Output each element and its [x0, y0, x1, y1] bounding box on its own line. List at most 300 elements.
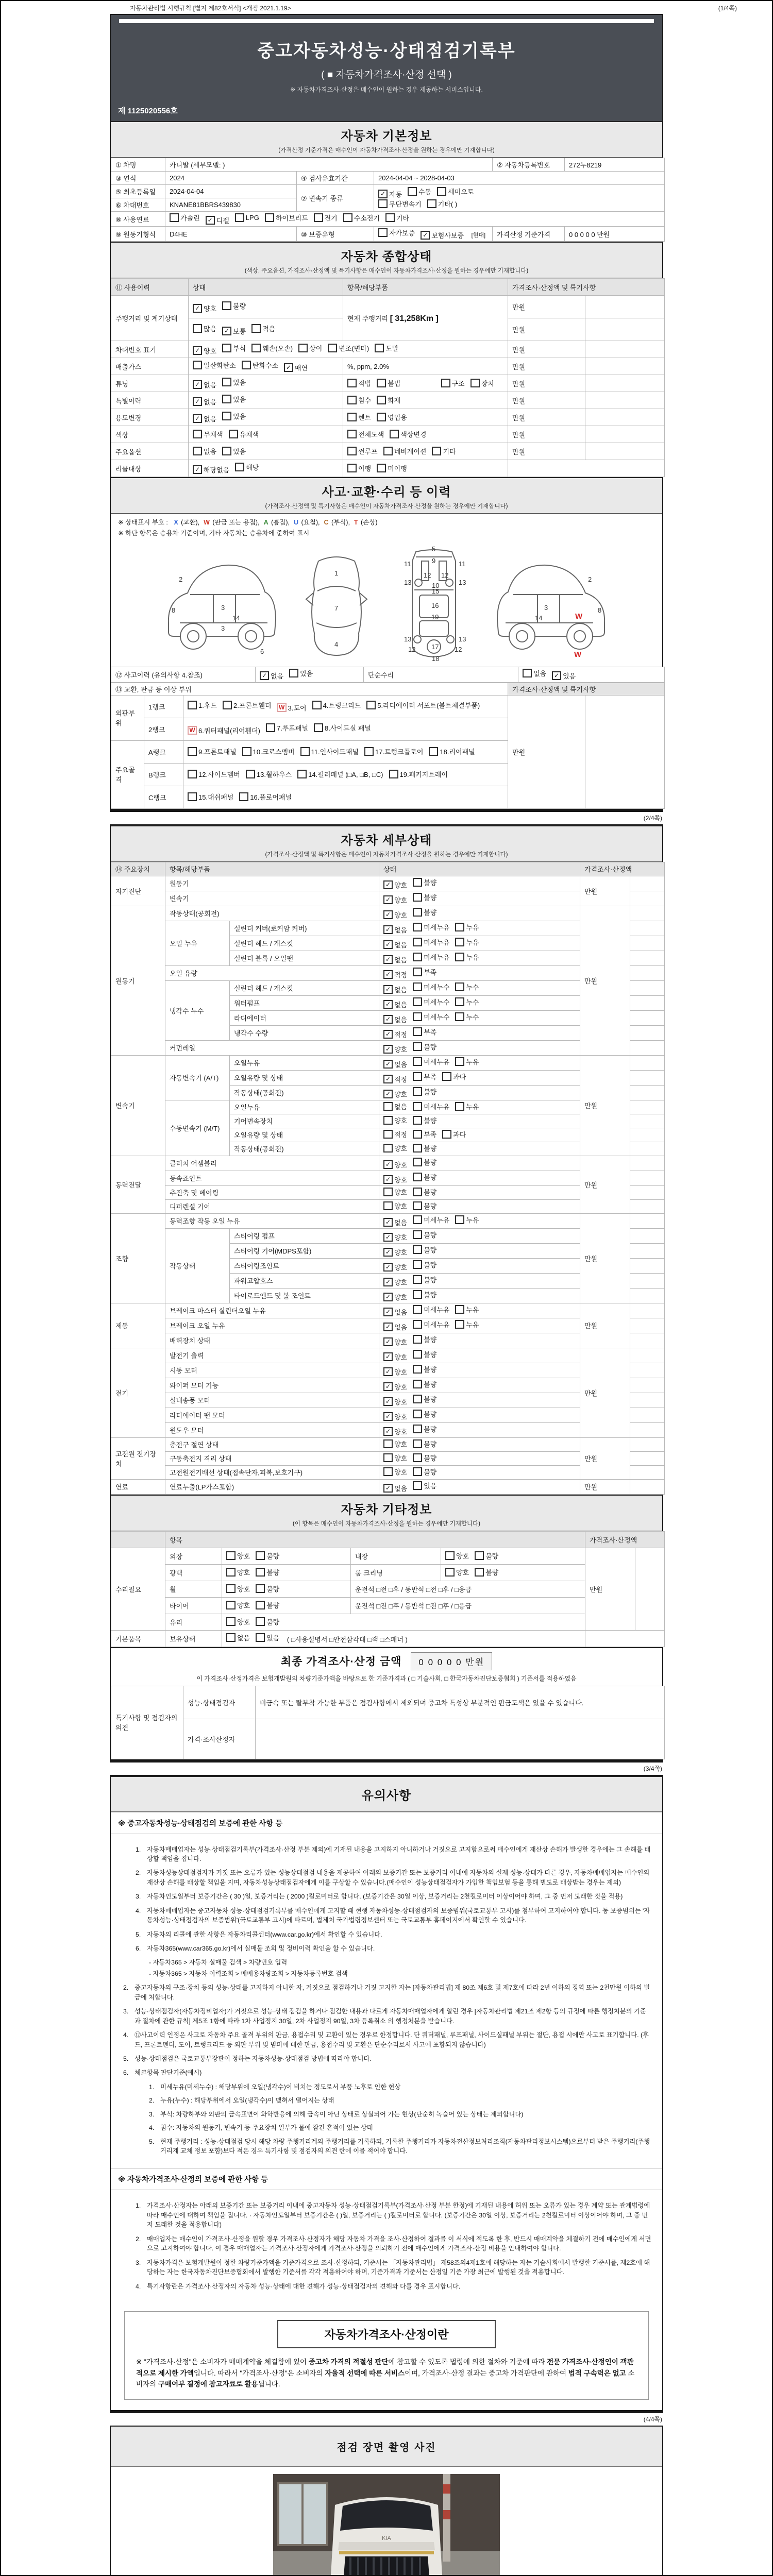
rank-2-items[interactable] [183, 718, 508, 740]
status-checks[interactable] [379, 876, 580, 891]
checkbox-unchecked[interactable] [289, 669, 298, 677]
checkbox-unchecked[interactable] [226, 1601, 236, 1609]
checkbox-unchecked[interactable] [413, 1275, 422, 1284]
svg-text:16: 16 [431, 601, 439, 609]
notice-subitem-text: 침수: 자동차의 원동기, 변속기 등 주요장치 일부가 물에 잠긴 흔적이 있는 상태 [160, 2124, 373, 2132]
exterior-checks[interactable] [222, 1548, 351, 1564]
checkbox-checked[interactable]: ✓ [383, 1000, 393, 1009]
fuel-options[interactable] [165, 212, 665, 227]
checkbox-unchecked[interactable] [383, 1144, 393, 1153]
checkbox-label: 불량 [485, 1552, 499, 1560]
status-checks[interactable] [379, 1171, 580, 1185]
checkbox-checked[interactable]: ✓ [552, 671, 561, 680]
checkbox-checked[interactable]: ✓ [378, 190, 388, 198]
notice-item [136, 2201, 652, 2229]
status-checks[interactable] [379, 1479, 580, 1494]
status-checks[interactable] [379, 980, 580, 995]
color-status[interactable] [189, 426, 343, 443]
checkbox-unchecked[interactable] [413, 1102, 422, 1111]
checkbox-checked[interactable]: ✓ [383, 1367, 393, 1376]
checkbox-unchecked[interactable] [347, 464, 357, 472]
status-checks[interactable] [379, 1258, 580, 1273]
checkbox-unchecked[interactable] [413, 1439, 422, 1448]
status-checks[interactable] [379, 1025, 580, 1040]
checkbox-unchecked[interactable] [445, 1568, 455, 1577]
notice-body-2 [111, 2190, 662, 2304]
checkbox-unchecked[interactable] [413, 1158, 422, 1166]
checkbox-unchecked[interactable] [235, 213, 244, 222]
checkbox-unchecked[interactable] [193, 430, 202, 438]
checkbox-unchecked[interactable] [256, 1551, 265, 1560]
checkbox-unchecked[interactable] [432, 447, 441, 455]
status-checks[interactable] [379, 1055, 580, 1070]
checkbox-unchecked[interactable] [413, 1230, 422, 1239]
room-cleaning-checks[interactable] [441, 1564, 585, 1581]
svg-text:12: 12 [408, 645, 416, 653]
checkbox-unchecked[interactable] [475, 1568, 484, 1577]
checkbox-checked[interactable]: ✓ [383, 1412, 393, 1421]
checkbox-unchecked[interactable] [300, 747, 310, 756]
mileage-status-2[interactable] [189, 318, 343, 341]
usage-change-status[interactable] [189, 409, 343, 426]
checkbox-checked[interactable]: ✓ [383, 1484, 393, 1493]
checkbox-unchecked[interactable] [427, 199, 436, 208]
page-mark-2: (2/4쪽) [643, 814, 662, 822]
svg-text:13: 13 [459, 635, 466, 643]
hold-state-checks[interactable] [226, 1636, 285, 1643]
checkbox-unchecked[interactable] [413, 878, 422, 887]
checkbox-unchecked[interactable] [413, 1467, 422, 1476]
special-history-items[interactable] [343, 392, 508, 409]
checkbox-unchecked[interactable] [413, 1144, 422, 1153]
checkbox-checked[interactable]: ✓ [383, 1075, 393, 1083]
checkbox-unchecked[interactable] [347, 396, 357, 404]
checkbox-checked[interactable]: ✓ [222, 327, 231, 335]
checkbox-unchecked[interactable] [383, 1439, 393, 1448]
transmission-options-line1[interactable] [378, 187, 660, 199]
checkbox-unchecked[interactable] [413, 1173, 422, 1181]
checkbox-unchecked[interactable] [523, 669, 532, 677]
checkbox-unchecked[interactable] [226, 1633, 236, 1642]
checkbox-checked[interactable]: ✓ [193, 304, 202, 313]
checkbox-unchecked[interactable] [413, 1201, 422, 1210]
inspector-remarks: 비금속 또는 탈부착 가능한 부품은 점검사항에서 제외되며 중고차 특성상 부분적인 판금도색은 있을 수 있습니다. [256, 1686, 665, 1719]
status-checks[interactable] [379, 951, 580, 965]
rank-1-items[interactable] [183, 695, 508, 718]
status-checks[interactable] [379, 1100, 580, 1114]
checkbox-item [442, 1129, 466, 1139]
checkbox-checked[interactable]: ✓ [193, 346, 202, 355]
checkbox-unchecked[interactable] [256, 1601, 265, 1609]
status-checks[interactable] [379, 1451, 580, 1465]
checkbox-unchecked[interactable] [413, 1260, 422, 1269]
checkbox-unchecked[interactable] [455, 953, 464, 961]
checkbox-checked[interactable]: ✓ [383, 1248, 393, 1257]
checkbox-unchecked[interactable] [413, 968, 422, 976]
checkbox-unchecked[interactable] [413, 1335, 422, 1344]
checkbox-unchecked[interactable] [385, 213, 395, 222]
tuning-status[interactable] [189, 375, 343, 392]
checkbox-unchecked[interactable] [413, 908, 422, 917]
status-checks[interactable] [379, 1070, 580, 1085]
checkbox-unchecked[interactable] [347, 413, 357, 421]
checkbox-unchecked[interactable] [193, 324, 202, 333]
checkbox-item [413, 1115, 436, 1125]
repair-mark-checkbox[interactable]: W [188, 726, 197, 735]
checkbox-checked[interactable]: ✓ [383, 1015, 393, 1024]
interior-checks[interactable] [441, 1548, 585, 1564]
checkbox-unchecked[interactable] [413, 893, 422, 902]
checkbox-unchecked[interactable] [413, 1305, 422, 1314]
rank-b-items[interactable] [183, 763, 508, 786]
checkbox-unchecked[interactable] [223, 701, 232, 709]
checkbox-unchecked[interactable] [256, 1584, 265, 1593]
checkbox-checked[interactable]: ✓ [383, 1427, 393, 1436]
checkbox-unchecked[interactable] [347, 447, 357, 455]
status-checks[interactable] [379, 1199, 580, 1213]
checkbox-unchecked[interactable] [413, 1410, 422, 1418]
status-checks[interactable] [379, 1378, 580, 1393]
checkbox-unchecked[interactable] [429, 747, 438, 756]
rank-a-items[interactable] [183, 740, 508, 763]
emission-status[interactable] [189, 358, 343, 375]
checkbox-unchecked[interactable] [413, 1057, 422, 1066]
checkbox-checked[interactable]: ✓ [383, 1278, 393, 1286]
checkbox-unchecked[interactable] [445, 1551, 455, 1560]
amount-cell [630, 1199, 665, 1213]
checkbox-unchecked[interactable] [377, 396, 386, 404]
checkbox-unchecked[interactable] [437, 187, 446, 196]
checkbox-label: 불량 [424, 1440, 437, 1448]
checkbox-unchecked[interactable] [413, 1245, 422, 1254]
accident-history-status[interactable] [256, 667, 364, 682]
checkbox-unchecked[interactable] [441, 379, 450, 387]
checkbox-unchecked[interactable] [256, 1617, 265, 1626]
checkbox-unchecked[interactable] [442, 1072, 451, 1081]
checkbox-checked[interactable]: ✓ [383, 1160, 393, 1169]
checkbox-unchecked[interactable] [455, 1012, 464, 1021]
checkbox-checked[interactable]: ✓ [260, 671, 269, 680]
status-checks[interactable] [379, 1288, 580, 1303]
checkbox-label: 누수 [466, 1013, 479, 1021]
checkbox-unchecked[interactable] [413, 1290, 422, 1299]
checkbox-label: 있음 [233, 413, 246, 420]
checkbox-unchecked[interactable] [413, 1130, 422, 1139]
checkbox-unchecked[interactable] [170, 213, 179, 222]
checkbox-unchecked[interactable] [314, 723, 323, 732]
tire-checks[interactable] [222, 1597, 351, 1614]
checkbox-unchecked[interactable] [413, 1012, 422, 1021]
checkbox-unchecked[interactable] [222, 412, 231, 420]
checkbox-unchecked[interactable] [188, 792, 197, 801]
checkbox-unchecked[interactable] [188, 701, 197, 709]
checkbox-item [266, 723, 308, 733]
checkbox-unchecked[interactable] [364, 747, 374, 756]
checkbox-unchecked[interactable] [347, 379, 357, 387]
status-checks[interactable] [379, 1228, 580, 1243]
checkbox-item [437, 187, 474, 196]
checkbox-checked[interactable]: ✓ [383, 925, 393, 934]
checkbox-unchecked[interactable] [256, 1568, 265, 1577]
status-checks[interactable] [379, 1303, 580, 1318]
checkbox-unchecked[interactable] [383, 447, 393, 455]
status-checks[interactable] [379, 1363, 580, 1378]
checkbox-unchecked[interactable] [188, 770, 197, 778]
status-checks[interactable] [379, 1010, 580, 1025]
status-checks[interactable] [379, 1348, 580, 1363]
checkbox-label: 양호 [394, 1233, 408, 1242]
checkbox-unchecked[interactable] [455, 1057, 464, 1066]
checkbox-unchecked[interactable] [246, 770, 255, 778]
checkbox-unchecked[interactable] [470, 379, 480, 387]
checkbox-unchecked[interactable] [314, 213, 323, 222]
checkbox-unchecked[interactable] [383, 1116, 393, 1125]
checkbox-unchecked[interactable] [408, 187, 417, 196]
status-checks[interactable] [379, 965, 580, 980]
status-checks[interactable] [379, 1085, 580, 1100]
checkbox-unchecked[interactable] [222, 344, 231, 352]
checkbox-checked[interactable]: ✓ [383, 1352, 393, 1361]
checkbox-unchecked[interactable] [455, 938, 464, 946]
checkbox-unchecked[interactable] [413, 1365, 422, 1374]
mileage-status-1[interactable] [189, 296, 343, 318]
status-checks[interactable] [379, 891, 580, 906]
checkbox-unchecked[interactable] [413, 1116, 422, 1125]
checkbox-unchecked[interactable] [413, 1425, 422, 1433]
checkbox-unchecked[interactable] [251, 324, 261, 333]
main-option-items[interactable] [343, 443, 508, 460]
checkbox-checked[interactable]: ✓ [383, 1060, 393, 1069]
checkbox-unchecked[interactable] [312, 701, 322, 709]
checkbox-unchecked[interactable] [413, 1087, 422, 1096]
checkbox-unchecked[interactable] [226, 1584, 236, 1593]
checkbox-checked[interactable]: ✓ [383, 1293, 393, 1301]
polish-checks[interactable] [222, 1564, 351, 1581]
repair-mark-checkbox[interactable]: W [277, 703, 287, 712]
checkbox-label: 6.쿼터패널(리어휀더) [198, 727, 260, 735]
checkbox-unchecked[interactable] [413, 1453, 422, 1462]
checkbox-unchecked[interactable] [389, 770, 398, 778]
checkbox-unchecked[interactable] [242, 361, 251, 369]
checkbox-checked[interactable]: ✓ [193, 465, 202, 474]
tuning-type-checks[interactable] [441, 381, 500, 389]
checkbox-checked[interactable]: ✓ [383, 985, 393, 994]
checkbox-unchecked[interactable] [347, 430, 357, 438]
checkbox-unchecked[interactable] [256, 1633, 265, 1642]
checkbox-unchecked[interactable] [413, 1350, 422, 1359]
checkbox-unchecked[interactable] [193, 361, 202, 369]
status-checks[interactable] [379, 1393, 580, 1408]
panel-price-unit: 만원 [508, 695, 585, 808]
wheel-checks[interactable] [222, 1581, 351, 1597]
checkbox-checked[interactable]: ✓ [284, 363, 293, 372]
checkbox-unchecked[interactable] [455, 1305, 464, 1314]
checkbox-checked[interactable]: ✓ [383, 1308, 393, 1316]
checkbox-unchecked[interactable] [377, 413, 386, 421]
checkbox-item [222, 326, 246, 336]
checkbox-unchecked[interactable] [251, 344, 261, 352]
checkbox-unchecked[interactable] [475, 1551, 484, 1560]
checkbox-label: 없음 [394, 986, 408, 994]
checkbox-checked[interactable]: ✓ [383, 910, 393, 919]
checkbox-unchecked[interactable] [235, 463, 244, 471]
checkbox-unchecked[interactable] [375, 344, 384, 352]
checkbox-label: 영업용 [388, 413, 407, 421]
checkbox-checked[interactable]: ✓ [206, 216, 215, 225]
status-checks[interactable] [379, 1142, 580, 1156]
status-checks[interactable] [379, 1128, 580, 1142]
checkbox-unchecked[interactable] [366, 701, 376, 709]
checkbox-unchecked[interactable] [413, 1188, 422, 1196]
checkbox-unchecked[interactable] [265, 213, 274, 222]
checkbox-item [193, 465, 229, 474]
checkbox-checked[interactable]: ✓ [383, 1382, 393, 1391]
checkbox-unchecked[interactable] [383, 1453, 393, 1462]
checkbox-unchecked[interactable] [413, 1027, 422, 1036]
checkbox-unchecked[interactable] [413, 997, 422, 1006]
checkbox-unchecked[interactable] [226, 1568, 236, 1577]
checkbox-unchecked[interactable] [266, 723, 275, 732]
usage-change-items[interactable] [343, 409, 508, 426]
checkbox-unchecked[interactable] [377, 379, 386, 387]
checkbox-checked[interactable]: ✓ [383, 880, 393, 889]
checkbox-unchecked[interactable] [455, 997, 464, 1006]
checkbox-unchecked[interactable] [242, 747, 251, 756]
status-checks[interactable] [379, 1040, 580, 1055]
checkbox-checked[interactable]: ✓ [383, 1175, 393, 1184]
checkbox-unchecked[interactable] [343, 213, 352, 222]
checkbox-unchecked[interactable] [413, 1042, 422, 1051]
status-checks[interactable] [379, 1465, 580, 1479]
checkbox-checked[interactable]: ✓ [383, 955, 393, 964]
checkbox-item [239, 792, 292, 802]
detail-row [111, 1055, 665, 1070]
status-checks[interactable] [379, 906, 580, 921]
status-checks[interactable] [379, 995, 580, 1010]
checkbox-unchecked[interactable] [413, 1380, 422, 1388]
status-checks[interactable] [379, 1213, 580, 1228]
rank-c-items[interactable] [183, 786, 508, 808]
checkbox-unchecked[interactable] [383, 1130, 393, 1139]
checkbox-unchecked[interactable] [226, 1551, 236, 1560]
status-checks[interactable] [379, 1422, 580, 1437]
special-history-status[interactable] [189, 392, 343, 409]
checkbox-unchecked[interactable] [413, 1215, 422, 1224]
color-items[interactable] [343, 426, 508, 443]
checkbox-unchecked[interactable] [455, 1320, 464, 1329]
checkbox-unchecked[interactable] [226, 1617, 236, 1626]
checkbox-unchecked[interactable] [413, 923, 422, 931]
glass-checks[interactable] [222, 1614, 585, 1630]
checkbox-unchecked[interactable] [413, 938, 422, 946]
status-checks[interactable] [379, 1333, 580, 1348]
checkbox-unchecked[interactable] [413, 953, 422, 961]
checkbox-checked[interactable]: ✓ [383, 1323, 393, 1331]
checkbox-unchecked[interactable] [188, 747, 197, 756]
checkbox-unchecked[interactable] [222, 447, 231, 455]
simple-repair-status[interactable] [518, 667, 665, 682]
main-option-status[interactable] [189, 443, 343, 460]
checkbox-checked[interactable]: ✓ [421, 231, 430, 240]
checkbox-checked[interactable]: ✓ [383, 895, 393, 904]
checkbox-label: 있음 [563, 672, 576, 680]
status-checks[interactable] [379, 1273, 580, 1288]
checkbox-checked[interactable]: ✓ [193, 414, 202, 423]
checkbox-unchecked[interactable] [383, 1467, 393, 1476]
status-checks[interactable] [379, 1408, 580, 1422]
checkbox-unchecked[interactable] [298, 344, 308, 352]
checkbox-checked[interactable]: ✓ [383, 1090, 393, 1098]
svg-text:4: 4 [334, 640, 339, 648]
checkbox-item [455, 1101, 479, 1111]
checkbox-checked[interactable]: ✓ [383, 1030, 393, 1039]
checkbox-unchecked[interactable] [328, 344, 337, 352]
checkbox-unchecked[interactable] [378, 228, 388, 237]
status-checks[interactable] [379, 1156, 580, 1171]
checkbox-unchecked[interactable] [413, 1481, 422, 1490]
checkbox-unchecked[interactable] [413, 1072, 422, 1081]
tuning-legal-checks[interactable] [347, 381, 406, 389]
checkbox-unchecked[interactable] [378, 199, 388, 208]
checkbox-checked[interactable]: ✓ [383, 970, 393, 979]
checkbox-checked[interactable]: ✓ [383, 1233, 393, 1242]
checkbox-checked[interactable]: ✓ [383, 1218, 393, 1227]
status-checks[interactable] [379, 1243, 580, 1258]
checkbox-unchecked[interactable] [390, 430, 399, 438]
checkbox-unchecked[interactable] [383, 1102, 393, 1111]
checkbox-unchecked[interactable] [222, 301, 231, 310]
checkbox-unchecked[interactable] [413, 982, 422, 991]
checkbox-unchecked[interactable] [222, 378, 231, 386]
status-checks[interactable] [379, 936, 580, 951]
checkbox-unchecked[interactable] [413, 1320, 422, 1329]
checkbox-checked[interactable]: ✓ [383, 940, 393, 949]
status-checks[interactable] [379, 1185, 580, 1199]
vin-mark-status[interactable] [189, 341, 508, 358]
status-checks[interactable] [379, 1437, 580, 1451]
checkbox-unchecked[interactable] [193, 447, 202, 455]
checkbox-unchecked[interactable] [239, 792, 248, 801]
checkbox-checked[interactable]: ✓ [383, 1337, 393, 1346]
checkbox-checked[interactable]: ✓ [193, 397, 202, 406]
checkbox-checked[interactable]: ✓ [383, 1397, 393, 1406]
checkbox-checked[interactable]: ✓ [383, 1045, 393, 1054]
checkbox-unchecked[interactable] [377, 464, 386, 472]
warranty-options[interactable] [378, 231, 469, 239]
checkbox-unchecked[interactable] [413, 1395, 422, 1403]
checkbox-checked[interactable]: ✓ [193, 380, 202, 389]
status-checks[interactable] [379, 1114, 580, 1128]
checkbox-unchecked[interactable] [229, 430, 238, 438]
checkbox-unchecked[interactable] [222, 395, 231, 403]
checkbox-unchecked[interactable] [442, 1130, 451, 1139]
recall-items[interactable] [343, 460, 508, 477]
checkbox-item [385, 213, 409, 223]
status-checks[interactable] [379, 1318, 580, 1333]
transmission-options-line2[interactable] [378, 199, 660, 210]
checkbox-unchecked[interactable] [455, 982, 464, 991]
checkbox-unchecked[interactable] [455, 1102, 464, 1111]
checkbox-unchecked[interactable] [455, 923, 464, 931]
checkbox-unchecked[interactable] [383, 1201, 393, 1210]
checkbox-checked[interactable]: ✓ [383, 1263, 393, 1272]
recall-status[interactable] [189, 460, 343, 477]
checkbox-unchecked[interactable] [383, 1188, 393, 1196]
checkbox-unchecked[interactable] [297, 770, 307, 778]
checkbox-unchecked[interactable] [455, 1215, 464, 1224]
checkbox-item [229, 429, 259, 439]
status-checks[interactable] [379, 921, 580, 936]
